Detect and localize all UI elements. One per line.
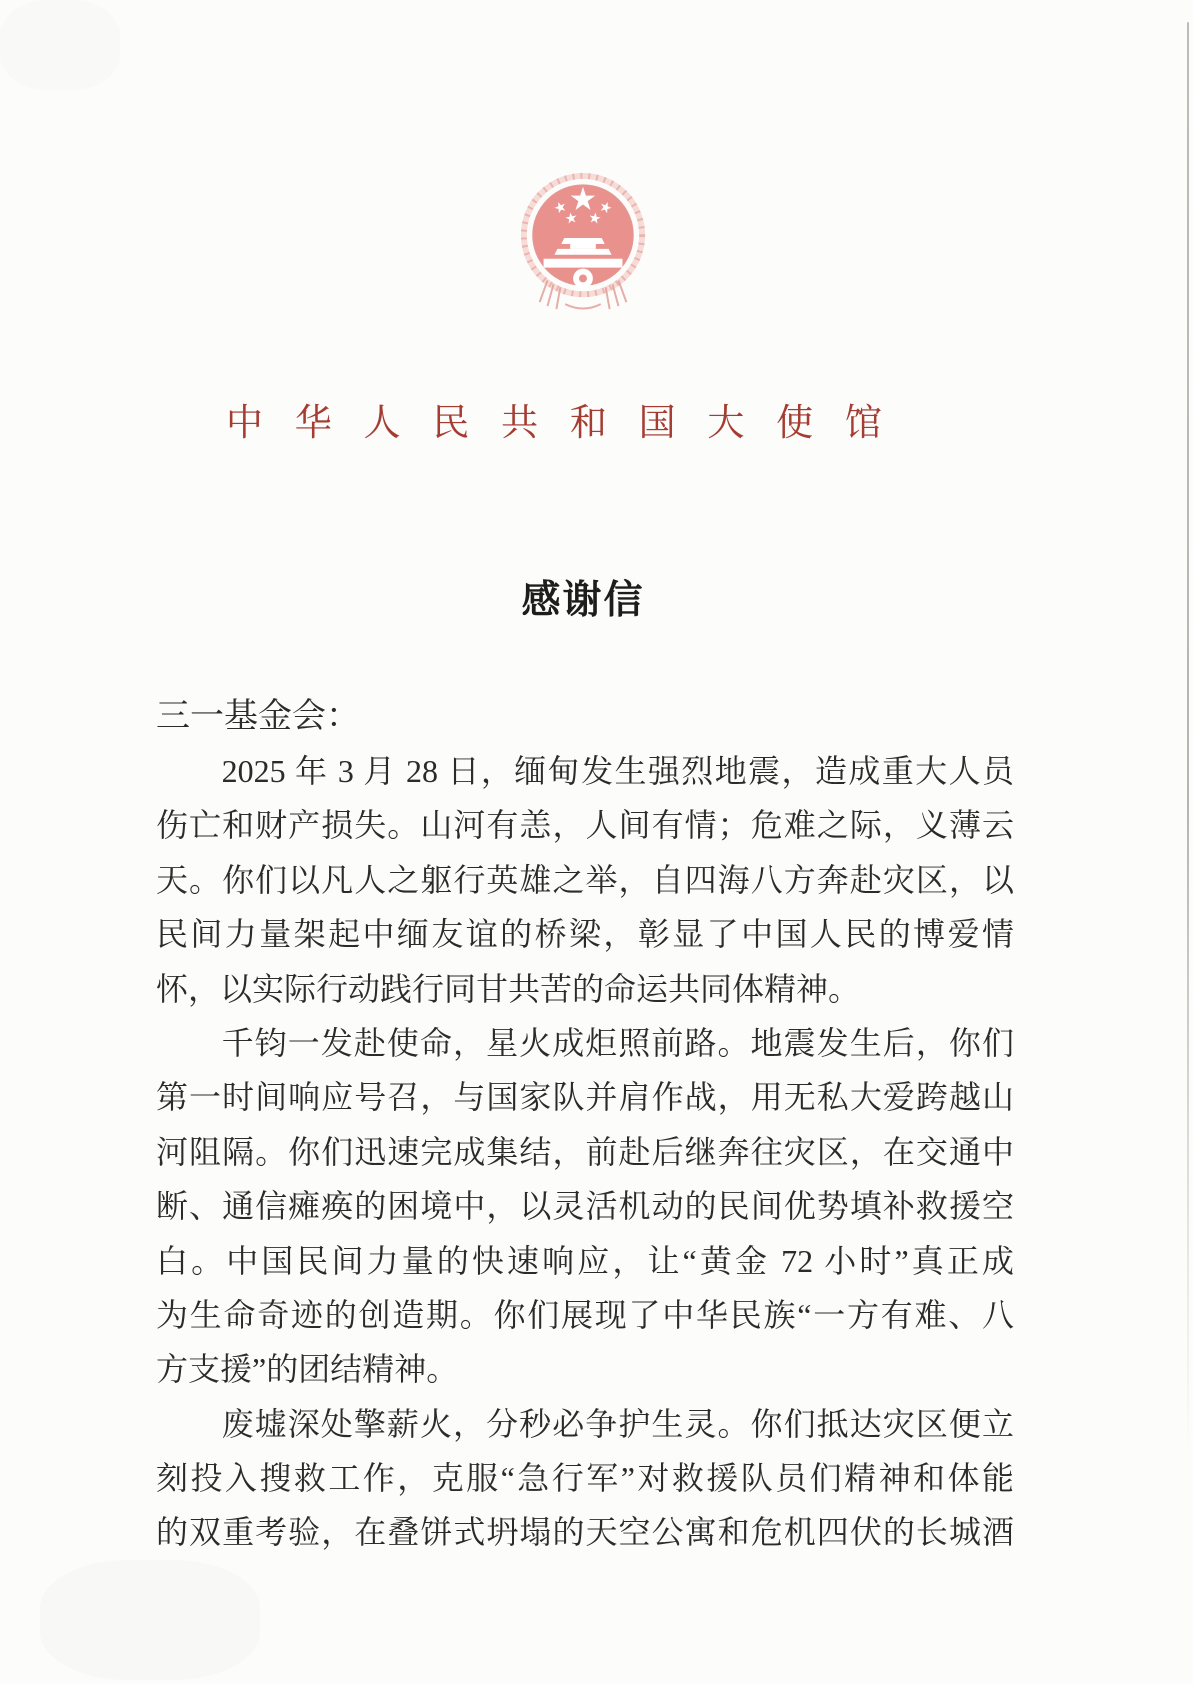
embassy-title-char: 民 [432, 403, 470, 444]
national-emblem-icon [514, 156, 652, 326]
letter-line: 刻投入搜救工作，克服“急行军”对救援队员们精神和体能 [156, 1460, 1014, 1497]
embassy-title-char: 使 [776, 403, 814, 444]
embassy-title-char: 馆 [844, 403, 882, 444]
letter-title: 感谢信 [521, 579, 645, 622]
embassy-title-char: 大 [707, 403, 745, 444]
letter-line: 2025 年 3 月 28 日，缅甸发生强烈地震，造成重大人员 [221, 753, 1014, 789]
letter-line: 断、通信瘫痪的困境中，以灵活机动的民间优势填补救援空 [156, 1188, 1014, 1225]
letter-line: 民间力量架起中缅友谊的桥梁，彰显了中国人民的博爱情 [156, 916, 1014, 953]
embassy-title-char: 共 [501, 403, 539, 444]
letter-line: 第一时间响应号召，与国家队并肩作战，用无私大爱跨越山 [156, 1079, 1014, 1116]
scan-page-edge [1187, 22, 1189, 1452]
embassy-title [226, 394, 882, 444]
embassy-title-char: 国 [638, 403, 676, 444]
letter-line: 的双重考验，在叠饼式坍塌的天空公寓和危机四伏的长城酒 [156, 1514, 1014, 1551]
letter-line: 怀，以实际行动践行同甘共苦的命运共同体精神。 [156, 970, 861, 1007]
letter-line: 方支援”的团结精神。 [156, 1351, 459, 1388]
letter-line: 废墟深处擎薪火，分秒必争护生灵。你们抵达灾区便立 [221, 1405, 1014, 1442]
letter-body [156, 744, 1014, 1560]
embassy-title-char: 人 [363, 403, 401, 444]
embassy-title-char: 和 [569, 403, 607, 444]
scan-smudge [40, 1560, 260, 1680]
letter-line: 千钧一发赴使命，星火成炬照前路。地震发生后，你们 [221, 1024, 1014, 1061]
salutation: 三一基金会： [156, 698, 360, 735]
embassy-title-char: 华 [294, 403, 332, 444]
letter-line: 天。你们以凡人之躯行英雄之举，自四海八方奔赴灾区，以 [156, 861, 1014, 898]
letter-line: 伤亡和财产损失。山河有恙，人间有情；危难之际，义薄云 [156, 807, 1014, 844]
scan-smudge [0, 0, 120, 90]
letter-line: 为生命奇迹的创造期。你们展现了中华民族“一方有难、八 [156, 1296, 1014, 1333]
letter-line: 白。中国民间力量的快速响应，让“黄金 72 小时”真正成 [156, 1242, 1014, 1279]
letter-line: 河阻隔。你们迅速完成集结，前赴后继奔往灾区，在交通中 [156, 1133, 1014, 1170]
embassy-title-char: 中 [226, 403, 263, 444]
